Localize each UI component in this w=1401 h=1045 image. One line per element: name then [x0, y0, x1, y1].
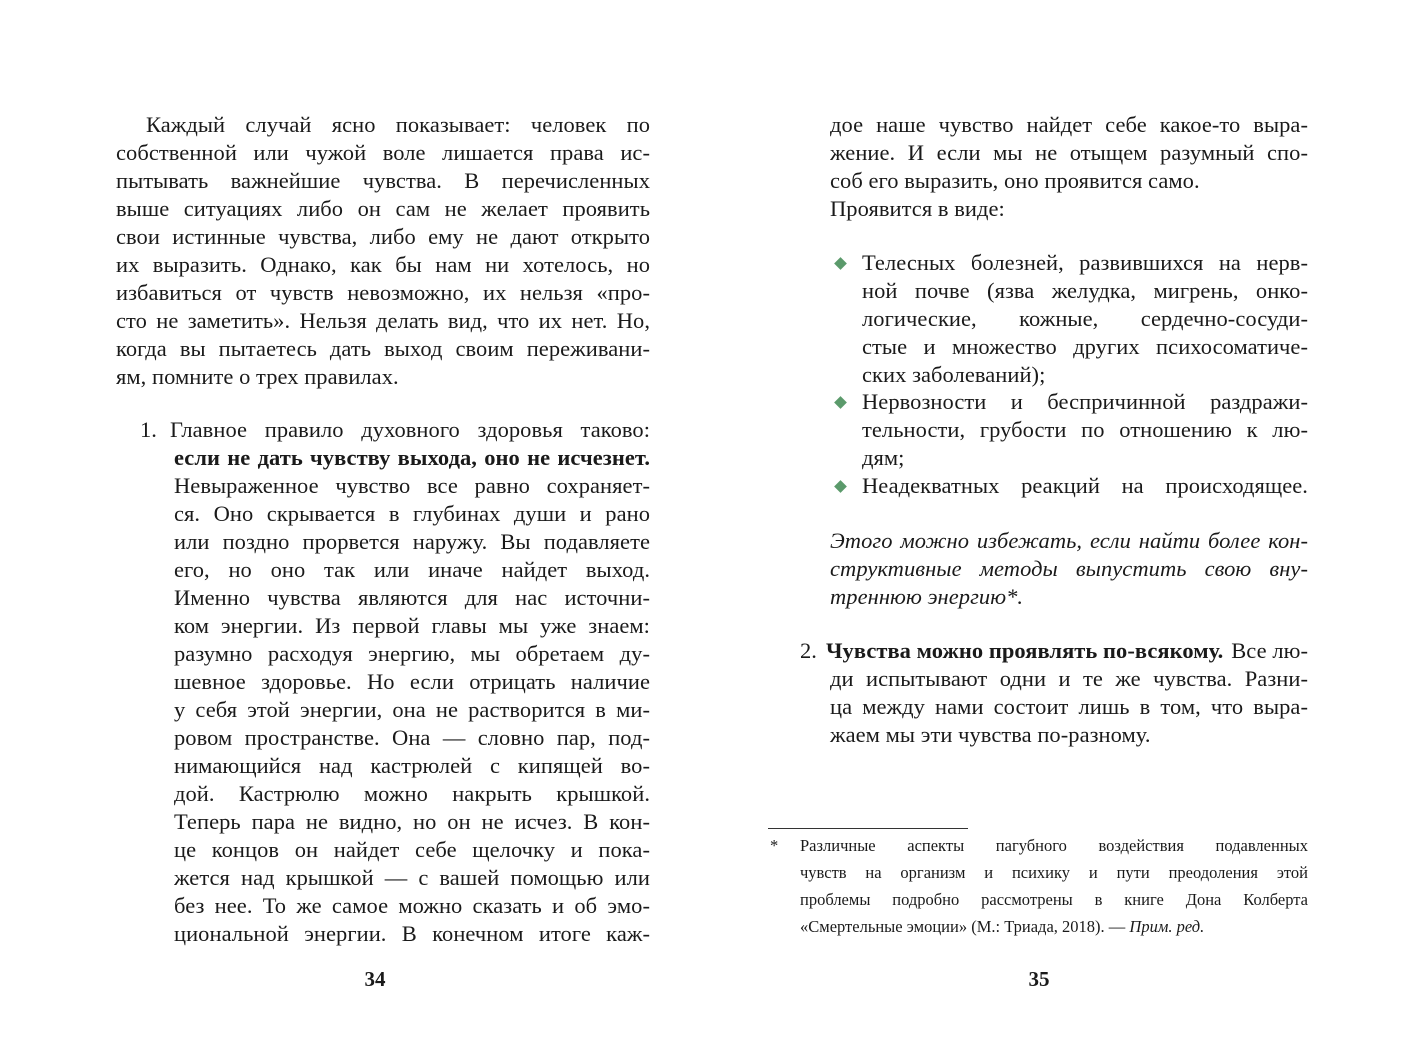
- text-line: у себя этой энергии, она не растворится в ми-: [174, 697, 650, 722]
- text-line: ца между нами состоит лишь в том, что выра-: [830, 694, 1308, 719]
- text-line: выше ситуациях либо он сам не желает проявить: [116, 196, 650, 221]
- text-line: ди испытывают одни и те же чувства. Разни-: [830, 666, 1308, 691]
- text-line: избавиться от чувств невозможно, их нельзя «про-: [116, 280, 650, 305]
- item-2-first-rest: Все лю-: [1231, 638, 1308, 663]
- text-line: Именно чувства являются для нас источни-: [174, 585, 650, 610]
- footnote-last-line: [800, 913, 1204, 940]
- footnote-rule: [768, 828, 968, 829]
- bullet-text-line: ной почве (язва желудка, мигрень, онко-: [862, 278, 1308, 303]
- bullet-text-line: Неадекватных реакций на происходящее.: [862, 473, 1308, 498]
- diamond-bullet-icon: [834, 257, 847, 270]
- text-line: соб его выразить, оно проявится само.: [830, 168, 1200, 193]
- footnote-marker: *: [770, 836, 779, 855]
- text-line: жаем мы эти чувства по-разному.: [830, 722, 1151, 747]
- italic-text-line: треннюю энергию*.: [830, 584, 1024, 609]
- diamond-bullet-icon: [834, 396, 847, 409]
- text-line: жение. И если мы не отыщем разумный спо-: [830, 140, 1308, 165]
- page-number-left: 34: [364, 967, 386, 991]
- text-line: Каждый случай ясно показывает: человек по: [146, 112, 650, 137]
- left-page: [0, 0, 700, 1045]
- bullet-text-line: стые и множество других психосоматиче-: [862, 334, 1308, 359]
- footnote-line: чувств на организм и психику и пути преодоления этой: [800, 863, 1308, 882]
- text-line: свои истинные чувства, либо ему не дают открыто: [116, 224, 650, 249]
- bullet-text-line: Нервозности и беспричинной раздражи-: [862, 389, 1308, 414]
- bullet-text-line: дям;: [862, 445, 905, 470]
- text-line: нимающийся над кастрюлей с кипящей во-: [174, 753, 650, 778]
- text-line: ком энергии. Из первой главы мы уже знаем:: [174, 613, 650, 638]
- page-number-right: 35: [1028, 967, 1050, 991]
- footnote-editor-note: Прим. ред.: [1129, 917, 1205, 936]
- footnote-line: проблемы подробно рассмотрены в книге Дона Колберта: [800, 890, 1308, 909]
- italic-text-line: Этого можно избежать, если найти более кон-: [830, 528, 1308, 553]
- text-line: когда вы пытаетесь дать выход своим переживани-: [116, 336, 650, 361]
- text-line: пытывать важнейшие чувства. В перечисленных: [116, 168, 650, 193]
- text-line: Теперь пара не видно, но он не исчез. В кон-: [174, 809, 650, 834]
- text-line: собственной или чужой воле лишается права ис-: [116, 140, 650, 165]
- text-line: Проявится в виде:: [830, 196, 1005, 221]
- footnote-last-text: «Смертельные эмоции» (М.: Триада, 2018). —: [800, 917, 1126, 936]
- item-2-bold-rule: Чувства можно проявлять по-всякому.: [826, 638, 1224, 663]
- text-line: дое наше чувство найдет себе какое-то выра-: [830, 112, 1308, 137]
- footnote-line: Различные аспекты пагубного воздействия подавленных: [800, 836, 1308, 855]
- bullet-text-line: логические, кожные, сердечно-сосуди-: [862, 306, 1308, 331]
- text-line: или поздно прорвется наружу. Вы подавляете: [174, 529, 650, 554]
- bullet-text-line: Телесных болезней, развившихся на нерв-: [862, 250, 1308, 275]
- diamond-bullet-icon: [834, 480, 847, 493]
- item-1-bold-rule: если не дать чувству выхода, оно не исчезнет.: [174, 445, 650, 470]
- text-line: циональной энергии. В конечном итоге каж-: [174, 921, 650, 946]
- text-line: без нее. То же самое можно сказать и об эмо-: [174, 893, 650, 918]
- text-line: ровом пространстве. Она — словно пар, под-: [174, 725, 650, 750]
- text-line: ся. Оно скрывается в глубинах души и рано: [174, 501, 650, 526]
- text-line: дой. Кастрюлю можно накрыть крышкой.: [174, 781, 650, 806]
- bullet-text-line: ских заболеваний);: [862, 362, 1046, 387]
- item-1-first-line: Главное правило духовного здоровья таково:: [170, 417, 650, 442]
- right-page: [700, 0, 1401, 1045]
- text-line: его, но оно так или иначе найдет выход.: [174, 557, 650, 582]
- bullet-text-line: тельности, грубости по отношению к лю-: [862, 417, 1308, 442]
- text-line: шевное здоровье. Но если отрицать наличие: [174, 669, 650, 694]
- text-line: ям, помните о трех правилах.: [116, 364, 399, 389]
- text-line: их выразить. Однако, как бы нам ни хотелось, но: [116, 252, 650, 277]
- text-line: Невыраженное чувство все равно сохраняет-: [174, 473, 650, 498]
- item-2-first-line: [826, 637, 1308, 665]
- text-line: сто не заметить». Нельзя делать вид, что их нет. Но,: [116, 308, 650, 333]
- item-2-number: 2.: [800, 638, 817, 663]
- text-line: жется над крышкой — с вашей помощью или: [174, 865, 650, 890]
- text-line: це концов он найдет себе щелочку и пока-: [174, 837, 650, 862]
- italic-text-line: структивные методы выпустить свою вну-: [830, 556, 1308, 581]
- item-1-number: 1.: [140, 417, 157, 442]
- text-line: разумно расходуя энергию, мы обретаем ду-: [174, 641, 650, 666]
